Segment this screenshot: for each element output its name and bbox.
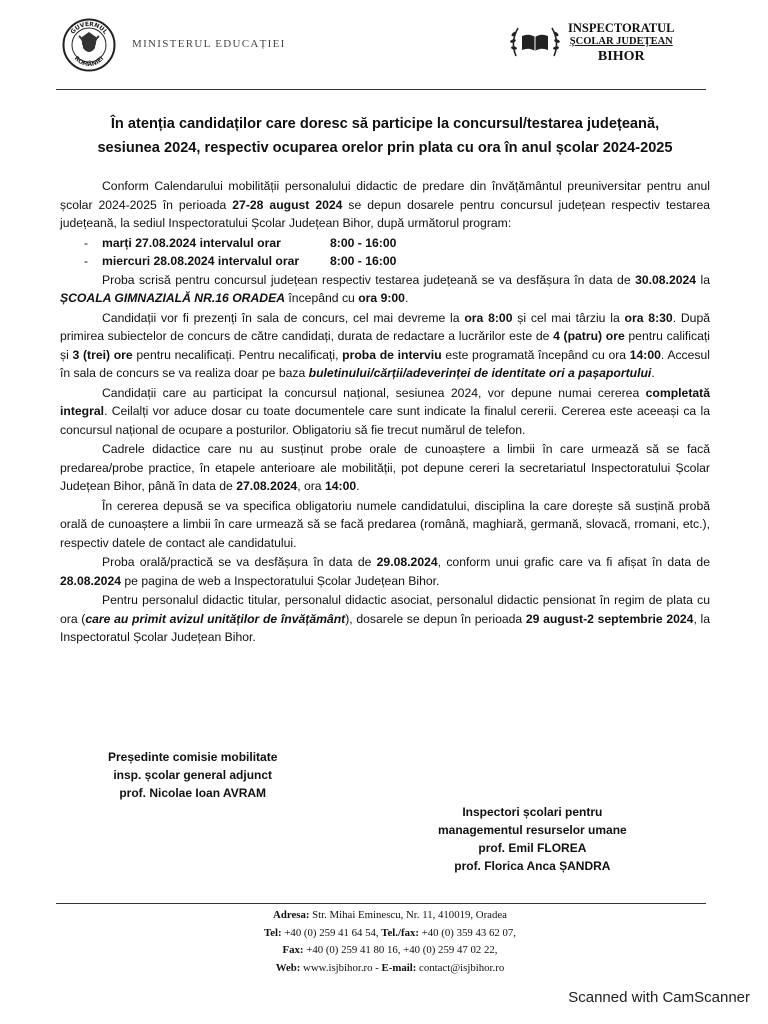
footer-address [160, 907, 620, 925]
website-link[interactable]: www.isjbihor.ro - [300, 961, 382, 974]
text: pentru calificați și [60, 329, 710, 362]
text-bold-italic: ȘCOALA GIMNAZIALĂ NR.16 ORADEA [60, 291, 286, 305]
text-bold: 27-28 august 2024 [232, 197, 343, 212]
book-laurel-logo-icon [508, 22, 562, 62]
text-bold: ora 8:30 [624, 310, 673, 325]
text-bold: 14:00 [629, 347, 661, 362]
paragraph-7 [60, 553, 710, 590]
value: Str. Mihai Eminescu, Nr. 11, 410019, Oradea [309, 909, 507, 921]
signature-line: prof. Emil FLOREA [478, 841, 587, 855]
email-link[interactable]: contact@isjbihor.ro [416, 961, 505, 974]
value: +40 (0) 259 41 64 54, [281, 926, 382, 939]
document-title [60, 112, 710, 160]
document-body [60, 177, 710, 648]
label: Fax: [282, 944, 304, 956]
text: Candidații care au participat la concursul național, sesiunea 2024, vor depune numai cererea [102, 385, 646, 400]
text-bold: proba de interviu [342, 347, 442, 362]
text: . [356, 479, 360, 493]
label: Web: [275, 961, 301, 974]
text-bold: ora 9:00 [358, 291, 405, 305]
label: Tel./fax: [381, 926, 419, 939]
scanner-watermark: Scanned with CamScanner [568, 989, 750, 1006]
text: se depun dosarele pentru concursul județean respectiv testarea județeană, la sediul Inspectoratului Școlar Județean Bihor, după următorul program: [60, 197, 710, 230]
isj-line3: BIHOR [597, 49, 645, 64]
text: la [696, 272, 710, 287]
title-line1: În atenția candidaților care doresc să participe la concursul/testarea județeană, [110, 116, 660, 132]
schedule-item: - miercuri 28.08.2024 intervalul orar 8:00 - 16:00 [60, 252, 710, 271]
value: +40 (0) 259 41 80 16, +40 (0) 259 47 02 22, [303, 944, 498, 956]
text: pentru necalificați. Pentru necalificați, [132, 347, 343, 362]
paragraph-8 [60, 591, 710, 647]
crest-text-bottom: ROMÂNIEI [72, 55, 106, 69]
isj-name [568, 22, 675, 63]
signature-block-right [438, 803, 627, 875]
schedule-time: 8:00 - 16:00 [330, 235, 397, 250]
text-bold: 30.08.2024 [635, 272, 697, 287]
text-bold: completată integral [60, 385, 710, 418]
header-divider [56, 89, 706, 90]
ministry-name: MINISTERUL EDUCAȚIEI [132, 38, 286, 50]
signature-line: Inspectori școlari pentru [462, 805, 603, 819]
paragraph-2 [60, 271, 710, 308]
government-crest-icon [62, 18, 116, 72]
text: . Ceilalți vor aduce dosar cu toate documentele care sunt indicate la finalul cererii. Cererea este aceeași ca la concursul național de ocupare a posturilor. Obligatoriu să fie trecut numărul de telefon. [60, 404, 710, 437]
isj-line1: INSPECTORATUL [568, 21, 675, 35]
paragraph-5 [60, 440, 710, 496]
text: Proba orală/practică se va desfășura în data de [102, 555, 377, 569]
footer-web [160, 960, 620, 978]
signature-line: managementul resurselor umane [438, 823, 627, 837]
footer-divider [56, 903, 706, 904]
paragraph-4 [60, 384, 710, 440]
text: , conform unui grafic care va fi afișat în data de [437, 555, 710, 569]
text: . Accesul în sala de concurs se va realiza doar pe baza [60, 347, 710, 380]
label: Adresa: [273, 909, 310, 921]
text-bold: 29 august-2 septembrie 2024 [525, 611, 694, 626]
text: . După primirea subiectelor de concurs de către candidați, durata de redactare a lucrărilor este de [60, 310, 710, 343]
schedule-item: - marți 27.08.2024 intervalul orar 8:00 - 16:00 [60, 234, 710, 253]
schedule-time: 8:00 - 16:00 [330, 254, 397, 268]
text: începând cu [285, 291, 359, 305]
text: . [651, 366, 655, 380]
text-bold-italic: care au primit avizul unităților de învățământ [85, 611, 346, 626]
footer-contact [160, 907, 620, 977]
isj-line2: ŞCOLAR JUDEŢEAN [569, 36, 673, 47]
title-line2: sesiunea 2024, respectiv ocuparea orelor prin plata cu ora în anul școlar 2024-2025 [97, 140, 673, 156]
signature-line: prof. Florica Anca ȘANDRA [454, 859, 611, 873]
text: este programată începând cu ora [441, 347, 630, 362]
schedule-day: marți 27.08.2024 intervalul orar [102, 235, 281, 250]
label: Tel: [264, 926, 282, 939]
schedule-day: miercuri 28.08.2024 intervalul orar [102, 254, 300, 268]
text-bold-italic: buletinului/cărții/adeverinței de identitate ori a pașaportului [308, 366, 652, 380]
text-bold: 28.08.2024 [60, 573, 121, 588]
text: Proba scrisă pentru concursul județean respectiv testarea județeană se va desfășura în data de [102, 272, 636, 287]
text: pe pagina de web a Inspectoratului Școlar Județean Bihor. [121, 573, 440, 588]
text-bold: 3 (trei) ore [72, 347, 133, 362]
paragraph-3 [60, 309, 710, 383]
text-bold: 4 (patru) ore [553, 329, 625, 343]
signature-line: Președinte comisie mobilitate [108, 750, 278, 764]
signature-line: prof. Nicolae Ioan AVRAM [119, 786, 267, 800]
text: , la Inspectoratul Școlar Județean Bihor. [60, 611, 711, 644]
text-bold: 29.08.2024 [376, 555, 438, 569]
text: Candidații vor fi prezenți în sala de concurs, cel mai devreme la [102, 310, 465, 325]
value: +40 (0) 359 43 62 07, [419, 926, 516, 939]
crest-text-top: GUVERNUL [69, 20, 109, 36]
text-bold: 27.08.2024 [236, 479, 298, 493]
signature-block-left [108, 748, 277, 802]
text: Conform Calendarului mobilității personalului didactic de predare din învățământul preuniversitar pentru anul școlar 2024-2025 în perioada [60, 179, 710, 212]
text-bold: ora 8:00 [464, 310, 513, 325]
label: E-mail: [381, 961, 417, 974]
paragraph-1 [60, 177, 710, 233]
footer-fax [160, 942, 620, 960]
text-bold: 14:00 [324, 479, 357, 493]
text: ), dosarele se depun în perioada [345, 611, 526, 626]
paragraph-6: În cererea depusă se va specifica obligatoriu numele candidatului, disciplina la care dorește să susțină probă orală de cunoaștere a limbii în care urmează să se facă predarea (română, maghiară, germană, slovacă, rromani, etc.), respectiv datele de contact ale candidatului. [60, 498, 710, 550]
text: Cadrele didactice care nu au susținut probe orale de cunoaștere a limbii în care urmează să se facă predarea/probe practice, în etapele anterioare ale mobilității, pot depune cereri la secretariatul Inspectoratului Școlar Județean Bihor, până în data de [60, 442, 710, 493]
signature-line: insp. școlar general adjunct [113, 768, 273, 782]
text: , ora [297, 479, 325, 493]
text: . [404, 291, 409, 305]
text: și cel mai târziu la [512, 310, 625, 325]
footer-phone [160, 925, 620, 943]
text: Pentru personalul didactic titular, personalul didactic asociat, personalul didactic pensionat în regim de plata cu ora ( [60, 593, 710, 626]
